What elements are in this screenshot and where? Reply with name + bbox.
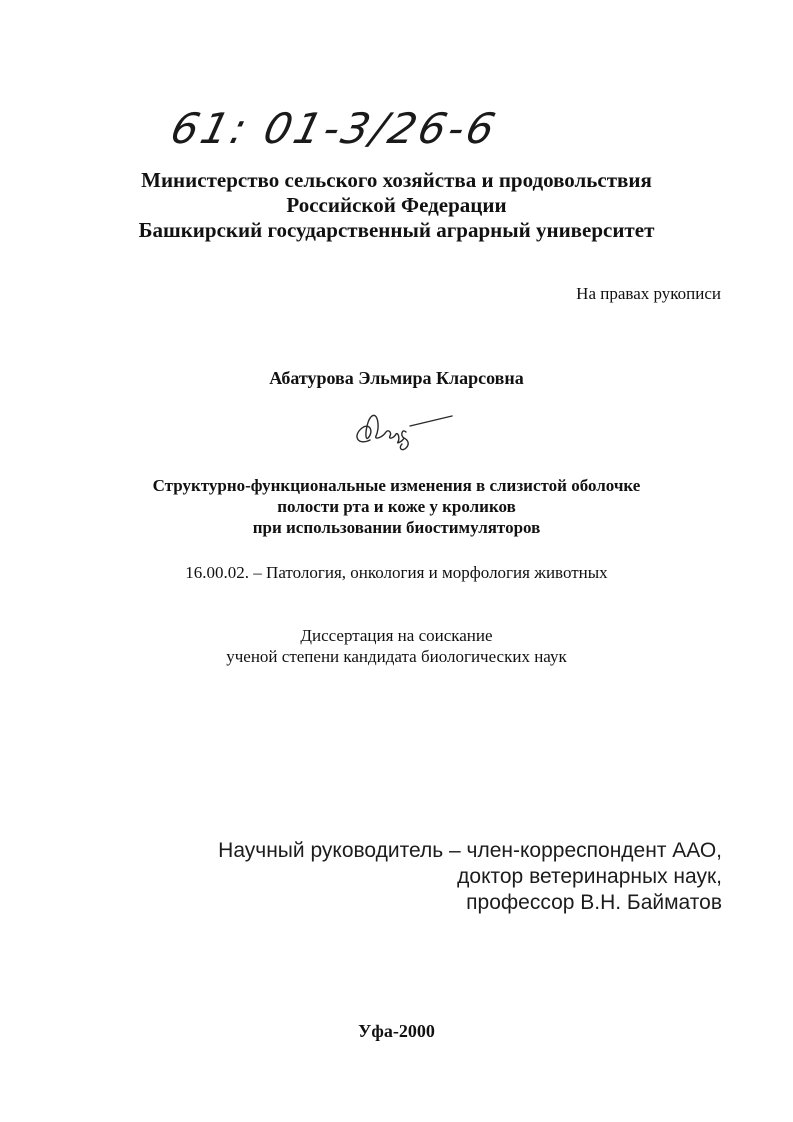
scientific-supervisor [218, 838, 722, 916]
title-line-2: полости рта и коже у кроликов [277, 497, 516, 516]
dissertation-title [0, 475, 793, 538]
degree-line-2: ученой степени кандидата биологических наук [226, 647, 567, 666]
title-line-1: Структурно-функциональные изменения в слизистой оболочке [152, 476, 641, 495]
supervisor-line-2: доктор ветеринарных наук, [457, 865, 722, 888]
title-line-3: при использовании биостимуляторов [252, 518, 541, 537]
author-signature [340, 398, 460, 458]
author-name: Абатурова Эльмира Кларсовна [269, 368, 524, 388]
handwritten-archive-number: 61: 01-3/26-6 [165, 104, 503, 153]
manuscript-note: На правах рукописи [576, 284, 721, 303]
ministry-header [0, 168, 793, 243]
city-year: Уфа-2000 [358, 1021, 435, 1041]
supervisor-line-1: Научный руководитель – член-корреспондент ААО, [218, 839, 722, 862]
ministry-line-1: Министерство сельского хозяйства и продовольствия [141, 168, 652, 192]
university-line: Башкирский государственный аграрный университет [138, 218, 655, 242]
specialty-code: 16.00.02. – Патология, онкология и морфология животных [185, 563, 608, 582]
degree-line-1: Диссертация на соискание [300, 626, 493, 645]
supervisor-line-3: профессор В.Н. Байматов [466, 891, 722, 914]
degree-statement [0, 625, 793, 667]
ministry-line-2: Российской Федерации [286, 193, 507, 217]
